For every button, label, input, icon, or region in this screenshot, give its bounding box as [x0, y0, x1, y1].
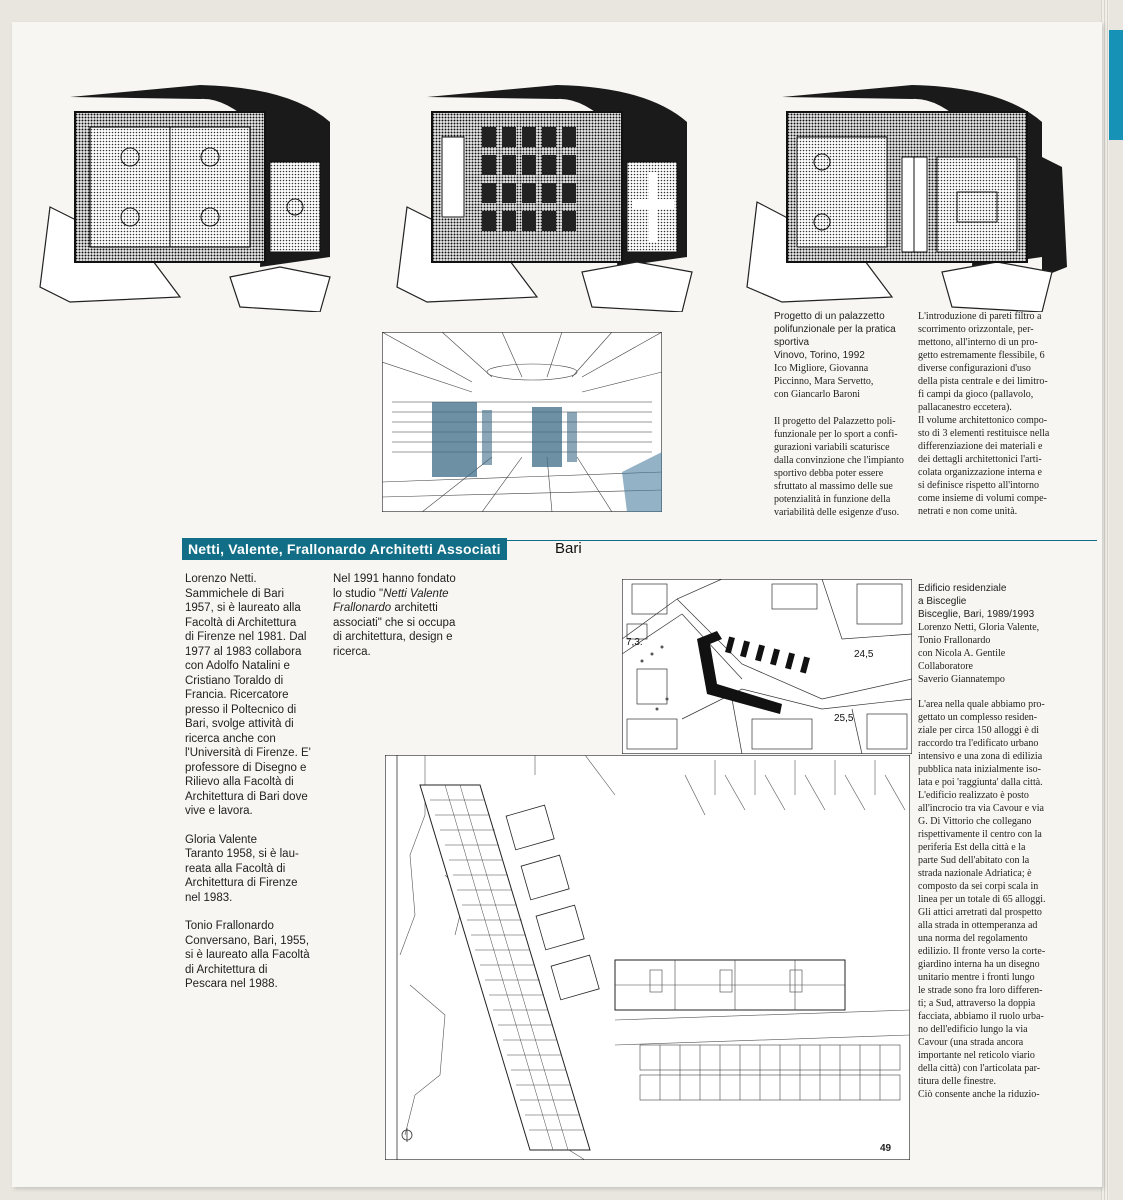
site-plan-label-2: 24,5: [854, 649, 874, 660]
bio-column-1: [185, 572, 325, 1006]
interior-perspective-render: [382, 332, 662, 512]
bio-lorenzo-netti: Lorenzo Netti. Sammichele di Bari 1957, si è laureato alla Facoltà di Architettura di Firenze nel 1981. Dal 1977 al 1983 collabora con Adolfo Natalini e Cristiano Toraldo di Francia. Ricercatore presso il Poltecnico di Bari, svolge attività di ricerca anche con l'Università di Firenze. E' professore di Disegno e Rilievo alla Facoltà di Architettura di Bari dove vive e lavora.: [185, 573, 311, 817]
floor-plan-1: [30, 77, 340, 312]
project1-description-right: L'introduzione di pareti filtro a scorrimento orizzontale, per- mettono, all'interno di un pro- getto estremamente flessibile, 6 diverse configurazioni d'uso della pista centrale e dei limitro- fi campi da gioco (pallavolo, pallacanestro eccetera). Il volume architettonico compo- sto di 3 elementi restituisce nella differenziazione dei materiali e dei dettagli architettonici l'arti- colata organizzazione interna e si definisce rispetto all'intorno come insieme di volumi compe- netrati e non come unità.: [918, 311, 1050, 517]
bio-tonio-frallonardo: Tonio Frallonardo Conversano, Bari, 1955, si è laureato alla Facoltà di Architettura di Pescara nel 1988.: [185, 920, 310, 990]
project2-authors: Lorenzo Netti, Gloria Valente, Tonio Frallonardo con Nicola A. Gentile Collaboratore Saverio Giannatempo: [918, 622, 1040, 685]
ground-floor-plan: [385, 755, 910, 1160]
project2-location: Bisceglie, Bari, 1989/1993: [918, 609, 1035, 620]
bio-column-2: Nel 1991 hanno fondato lo studio "Netti Valente Frallonardo architetti associati" che si occupa di architettura, design e ricerca.: [333, 573, 456, 658]
project1-location: Vinovo, Torino, 1992: [774, 350, 865, 361]
project2-body: L'area nella quale abbiamo pro- gettato un complesso residen- ziale per circa 150 alloggi è di raccordo tra l'edificato urbano intensivo e una zona di edilizia pubblica nata inizialmente iso- lata e poi 'raggiunta' dalla città. L'edificio realizzato è posto all'incrocio tra via Cavour e via G. Di Vittorio che collegano rispettivamente il centro con la periferia Est della città e la parte Sud dell'abitato con la strada nazionale Adriatica; è composto da sei corpi scala in linea per un totale di 65 alloggi. Gli attici arretrati dal prospetto alla strada in ottemperanza ad una norma del regolamento edilizio. Il fronte verso la corte- giardino interna ha un disegno unitario mentre i fronti lungo le strade sono fra loro differen- ti; a Sud, attraverso la doppia facciata, abbiamo il ruolo urba- no dell'edificio lungo la via Cavour (una strada ancora importante nel reticolo viario della città) con l'articolata par- titura delle finestre. Ciò consente anche la riduzio-: [918, 699, 1046, 1100]
bio-gloria-valente: Gloria Valente Taranto 1958, si è lau- reata alla Facoltà di Architettura di Firenze nel 1983.: [185, 833, 299, 904]
site-plan-label-3: 25,5: [834, 713, 854, 724]
project1-authors: Ico Migliore, Giovanna Piccinno, Mara Servetto, con Giancarlo Baroni: [774, 363, 874, 400]
magazine-page: [12, 22, 1102, 1187]
page-number: 49: [880, 1143, 892, 1154]
section-header-city: Bari: [555, 540, 582, 557]
page-tab-marker: [1109, 30, 1123, 140]
site-plan-label-1: 7,3.: [626, 637, 643, 648]
page-edges: [1101, 0, 1109, 1200]
project1-title: Progetto di un palazzetto polifunzionale per la pratica sportiva: [774, 311, 896, 348]
floor-plan-2: [387, 77, 697, 312]
project1-caption: [774, 310, 914, 519]
floor-plan-3: [742, 77, 1072, 312]
project2-caption: [918, 582, 1078, 1101]
section-header-firm: Netti, Valente, Frallonardo Architetti Associati: [182, 538, 507, 560]
project2-title: Edificio residenziale a Bisceglie: [918, 583, 1007, 607]
project1-description-left: Il progetto del Palazzetto poli- funzionale per lo sport a confi- gurazioni variabili scaturisce dalla convinzione che l'impianto sportivo debba poter essere sfruttato al massimo delle sue potenzialità in funzione della variabilità delle esigenze d'uso.: [774, 416, 904, 518]
site-plan: [622, 579, 912, 754]
